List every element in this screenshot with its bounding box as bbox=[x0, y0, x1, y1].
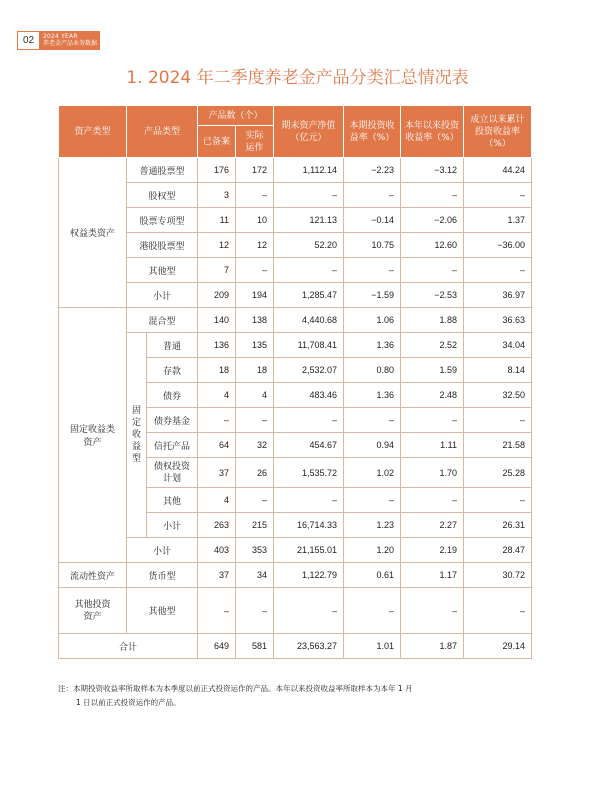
group-liquidity: 流动性资产 bbox=[59, 563, 127, 588]
cell: 10 bbox=[236, 208, 274, 233]
cell: – bbox=[236, 258, 274, 283]
cell: 483.46 bbox=[274, 383, 344, 408]
cell: – bbox=[464, 408, 532, 433]
cell: – bbox=[274, 488, 344, 513]
cell: 4 bbox=[236, 383, 274, 408]
table-row bbox=[59, 158, 532, 183]
cell-product: 股票专项型 bbox=[127, 208, 198, 233]
cell-product: 其他型 bbox=[127, 588, 198, 634]
cell: – bbox=[464, 588, 532, 634]
header-asset-type: 资产类型 bbox=[59, 106, 127, 158]
cell-product: 存款 bbox=[147, 358, 198, 383]
cell: −1.59 bbox=[344, 283, 401, 308]
table-row-subtotal bbox=[59, 538, 532, 563]
table-row bbox=[59, 233, 532, 258]
page-header-tag bbox=[17, 31, 100, 50]
cell: 34.04 bbox=[464, 333, 532, 358]
table-row bbox=[59, 588, 532, 634]
cell-product: 货币型 bbox=[127, 563, 198, 588]
cell: 2.27 bbox=[401, 513, 464, 538]
cell: 3 bbox=[198, 183, 236, 208]
table-row bbox=[59, 308, 532, 333]
cell: 4 bbox=[198, 488, 236, 513]
header-inception-return: 成立以来累计投资收益率（%） bbox=[464, 106, 532, 158]
cell: – bbox=[401, 183, 464, 208]
cell: 1.01 bbox=[344, 634, 401, 659]
cell-product: 普通 bbox=[147, 333, 198, 358]
cell-product: 普通股票型 bbox=[127, 158, 198, 183]
subgroup-fixed-income-type: 固定收益型 bbox=[127, 333, 147, 538]
cell: 44.24 bbox=[464, 158, 532, 183]
cell: 30.72 bbox=[464, 563, 532, 588]
cell: – bbox=[236, 183, 274, 208]
header-section: 养老金产品业务数据 bbox=[43, 40, 98, 47]
cell: 1.87 bbox=[401, 634, 464, 659]
cell: 1,112.14 bbox=[274, 158, 344, 183]
cell: 2.52 bbox=[401, 333, 464, 358]
cell: 8.14 bbox=[464, 358, 532, 383]
header-operating: 实际运作 bbox=[236, 126, 274, 158]
cell: 0.80 bbox=[344, 358, 401, 383]
cell: −2.06 bbox=[401, 208, 464, 233]
cell: 23,563.27 bbox=[274, 634, 344, 659]
cell: – bbox=[236, 488, 274, 513]
cell: – bbox=[198, 588, 236, 634]
cell-product: 其他 bbox=[147, 488, 198, 513]
page-title: 1. 2024 年二季度养老金产品分类汇总情况表 bbox=[126, 68, 469, 88]
cell: 32.50 bbox=[464, 383, 532, 408]
header-product-type: 产品类型 bbox=[127, 106, 198, 158]
cell: −3.12 bbox=[401, 158, 464, 183]
cell: 11,708.41 bbox=[274, 333, 344, 358]
header-nav: 期末资产净值（亿元） bbox=[274, 106, 344, 158]
cell: 4 bbox=[198, 383, 236, 408]
table-row-total bbox=[59, 634, 532, 659]
cell: 12 bbox=[198, 233, 236, 258]
cell: 1.59 bbox=[401, 358, 464, 383]
cell: 1.36 bbox=[344, 383, 401, 408]
cell: 1,285.47 bbox=[274, 283, 344, 308]
cell: 136 bbox=[198, 333, 236, 358]
table-row bbox=[59, 258, 532, 283]
header-ytd-return: 本年以来投资收益率（%） bbox=[401, 106, 464, 158]
cell: 172 bbox=[236, 158, 274, 183]
cell: 36.63 bbox=[464, 308, 532, 333]
cell: 32 bbox=[236, 433, 274, 458]
cell: – bbox=[464, 488, 532, 513]
table-row bbox=[59, 183, 532, 208]
cell: 176 bbox=[198, 158, 236, 183]
cell: – bbox=[236, 588, 274, 634]
cell: 28.47 bbox=[464, 538, 532, 563]
cell: 52.20 bbox=[274, 233, 344, 258]
cell-product: 债券基金 bbox=[147, 408, 198, 433]
header-year: 2024 YEAR bbox=[43, 33, 78, 40]
cell: 26.31 bbox=[464, 513, 532, 538]
cell: 12.60 bbox=[401, 233, 464, 258]
cell-product: 信托产品 bbox=[147, 433, 198, 458]
table-row bbox=[59, 333, 532, 358]
cell: 26 bbox=[236, 458, 274, 488]
cell: 0.61 bbox=[344, 563, 401, 588]
cell: 209 bbox=[198, 283, 236, 308]
cell: 4,440.68 bbox=[274, 308, 344, 333]
cell: 12 bbox=[236, 233, 274, 258]
cell-product: 债券 bbox=[147, 383, 198, 408]
cell: – bbox=[344, 258, 401, 283]
cell-product: 债权投资计划 bbox=[147, 458, 198, 488]
cell-product: 混合型 bbox=[127, 308, 198, 333]
cell: 25.28 bbox=[464, 458, 532, 488]
cell: – bbox=[401, 258, 464, 283]
footnote-line-2: 1 日以前正式投资运作的产品。 bbox=[76, 698, 181, 707]
cell: 353 bbox=[236, 538, 274, 563]
group-other: 其他投资资产 bbox=[59, 588, 127, 634]
cell: 34 bbox=[236, 563, 274, 588]
cell-product: 股权型 bbox=[127, 183, 198, 208]
cell: 36.97 bbox=[464, 283, 532, 308]
cell: – bbox=[274, 408, 344, 433]
cell: 1.37 bbox=[464, 208, 532, 233]
table-row bbox=[59, 208, 532, 233]
cell: – bbox=[274, 258, 344, 283]
cell: 581 bbox=[236, 634, 274, 659]
cell: – bbox=[344, 183, 401, 208]
cell: – bbox=[344, 408, 401, 433]
cell: 1,122.79 bbox=[274, 563, 344, 588]
cell: – bbox=[274, 588, 344, 634]
header-filed: 已备案 bbox=[198, 126, 236, 158]
cell: −0.14 bbox=[344, 208, 401, 233]
cell: 1.02 bbox=[344, 458, 401, 488]
cell: −36.00 bbox=[464, 233, 532, 258]
cell: 10.75 bbox=[344, 233, 401, 258]
cell: 2.48 bbox=[401, 383, 464, 408]
cell: – bbox=[198, 408, 236, 433]
cell-product: 港股股票型 bbox=[127, 233, 198, 258]
header-period-return: 本期投资收益率（%） bbox=[344, 106, 401, 158]
cell: 21,155.01 bbox=[274, 538, 344, 563]
cell: 1.88 bbox=[401, 308, 464, 333]
cell: – bbox=[344, 488, 401, 513]
footnote bbox=[58, 682, 538, 710]
cell: 1.06 bbox=[344, 308, 401, 333]
cell-product: 其他型 bbox=[127, 258, 198, 283]
cell: – bbox=[401, 488, 464, 513]
page-number: 02 bbox=[17, 31, 40, 50]
footnote-line-1: 注：本期投资收益率所取样本为本季度以前正式投资运作的产品。本年以来投资收益率所取样本为本年 1 月 bbox=[58, 684, 413, 693]
cell: 135 bbox=[236, 333, 274, 358]
cell: 21.58 bbox=[464, 433, 532, 458]
cell: – bbox=[464, 258, 532, 283]
cell: −2.53 bbox=[401, 283, 464, 308]
cell: 194 bbox=[236, 283, 274, 308]
cell: 64 bbox=[198, 433, 236, 458]
cell: 1,535.72 bbox=[274, 458, 344, 488]
cell-total-label: 合计 bbox=[59, 634, 198, 659]
cell: – bbox=[344, 588, 401, 634]
cell: – bbox=[464, 183, 532, 208]
cell: 37 bbox=[198, 563, 236, 588]
cell: 1.20 bbox=[344, 538, 401, 563]
table-row bbox=[59, 563, 532, 588]
cell: 18 bbox=[198, 358, 236, 383]
cell: – bbox=[401, 588, 464, 634]
cell: 1.11 bbox=[401, 433, 464, 458]
cell: 1.17 bbox=[401, 563, 464, 588]
cell: 649 bbox=[198, 634, 236, 659]
cell: 29.14 bbox=[464, 634, 532, 659]
cell: – bbox=[274, 183, 344, 208]
cell: 140 bbox=[198, 308, 236, 333]
cell: 121.13 bbox=[274, 208, 344, 233]
cell: – bbox=[236, 408, 274, 433]
cell: 37 bbox=[198, 458, 236, 488]
cell: 7 bbox=[198, 258, 236, 283]
cell: 16,714.33 bbox=[274, 513, 344, 538]
cell: 0.94 bbox=[344, 433, 401, 458]
cell: 18 bbox=[236, 358, 274, 383]
summary-table bbox=[58, 105, 532, 659]
section-label bbox=[40, 31, 100, 50]
cell-product: 小计 bbox=[127, 538, 198, 563]
cell: 2.19 bbox=[401, 538, 464, 563]
cell: 454.67 bbox=[274, 433, 344, 458]
cell: 1.23 bbox=[344, 513, 401, 538]
cell: −2.23 bbox=[344, 158, 401, 183]
cell-product: 小计 bbox=[147, 513, 198, 538]
group-equity: 权益类资产 bbox=[59, 158, 127, 308]
cell: 263 bbox=[198, 513, 236, 538]
table-row-subtotal bbox=[59, 283, 532, 308]
cell: 11 bbox=[198, 208, 236, 233]
cell: 1.70 bbox=[401, 458, 464, 488]
cell: 1.36 bbox=[344, 333, 401, 358]
cell: 138 bbox=[236, 308, 274, 333]
cell: 2,532.07 bbox=[274, 358, 344, 383]
cell: – bbox=[401, 408, 464, 433]
cell-product: 小计 bbox=[127, 283, 198, 308]
cell: 215 bbox=[236, 513, 274, 538]
group-fixed-income: 固定收益类资产 bbox=[59, 308, 127, 563]
header-product-count: 产品数（个） bbox=[198, 106, 274, 126]
cell: 403 bbox=[198, 538, 236, 563]
